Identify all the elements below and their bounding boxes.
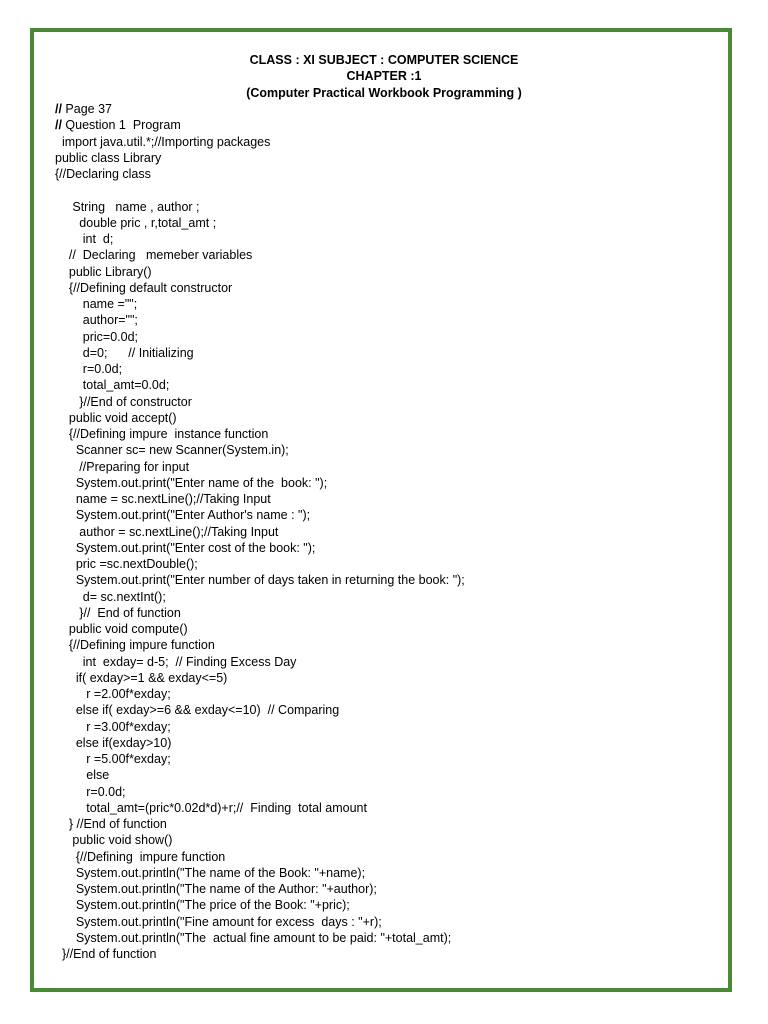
code-line: }//End of constructor: [55, 394, 192, 409]
code-line: int d;: [55, 232, 114, 246]
code-line: }//End of function: [55, 947, 157, 961]
code-line: int exday= d-5; // Finding Excess Day: [55, 654, 297, 669]
code-line: // Declaring memeber variables: [55, 248, 253, 263]
code-line: System.out.println("The name of the Book: "+name);: [55, 865, 366, 880]
code-line: Scanner sc= new Scanner(System.in);: [55, 443, 289, 458]
code-line: {//Defining default constructor: [55, 280, 233, 295]
code-line: if( exday>=1 && exday<=5): [55, 670, 228, 685]
code-line: [55, 101, 112, 117]
code-line: {//Declaring class: [55, 167, 151, 181]
code-line: {//Defining impure function: [55, 638, 215, 653]
code-line: //Preparing for input: [55, 459, 190, 474]
code-line: public void compute(): [55, 622, 188, 636]
code-line: String name , author ;: [55, 199, 200, 214]
code-line: System.out.print("Enter Author's name : ");: [55, 508, 311, 523]
code-line: d=0; // Initializing: [55, 345, 194, 360]
code-line: d= sc.nextInt();: [55, 589, 166, 604]
header-workbook: (Computer Practical Workbook Programming ): [246, 86, 522, 100]
code-line: total_amt=(pric*0.02d*d)+r;// Finding total amount: [55, 800, 367, 815]
header-class-subject: CLASS : XI SUBJECT : COMPUTER SCIENCE: [249, 53, 519, 67]
code-line: pric =sc.nextDouble();: [55, 557, 198, 571]
code-line: name = sc.nextLine();//Taking Input: [55, 492, 271, 506]
code-line: double pric , r,total_amt ;: [55, 215, 217, 230]
code-line: System.out.println("The price of the Book: "+pric);: [55, 898, 350, 913]
code-line: System.out.print("Enter cost of the book: ");: [55, 540, 316, 555]
code-line: import java.util.*;//Importing packages: [55, 134, 271, 149]
code-line: }// End of function: [55, 605, 181, 620]
code-line: System.out.print("Enter name of the book: ");: [55, 475, 328, 490]
code-line: else: [55, 768, 110, 783]
code-line: pric=0.0d;: [55, 329, 139, 344]
code-line: System.out.print("Enter number of days taken in returning the book: ");: [55, 573, 465, 588]
code-line-text: Question 1 Program: [61, 118, 181, 133]
code-line: {//Defining impure function: [55, 849, 226, 864]
code-line: {//Defining impure instance function: [55, 427, 269, 441]
code-line: [55, 117, 181, 133]
code-line: name ="";: [55, 297, 138, 311]
code-line: public class Library: [55, 150, 162, 165]
code-line: public void accept(): [55, 410, 177, 425]
code-line: r =5.00f*exday;: [55, 752, 171, 766]
code-line-text: Page 37: [61, 102, 112, 116]
code-line: System.out.println("The name of the Author: "+author);: [55, 882, 377, 896]
code-line: } //End of function: [55, 817, 167, 831]
comment-marker: //: [55, 102, 62, 116]
code-line: r=0.0d;: [55, 784, 126, 799]
code-line: r =3.00f*exday;: [55, 719, 171, 734]
code-line: r =2.00f*exday;: [55, 687, 171, 701]
header-chapter: CHAPTER :1: [346, 69, 422, 83]
code-line: else if( exday>=6 && exday<=10) // Comparing: [55, 703, 340, 718]
comment-marker: //: [55, 118, 62, 133]
code-line: System.out.println("Fine amount for excess days : "+r);: [55, 914, 382, 929]
code-line: r=0.0d;: [55, 362, 123, 376]
code-line: author="";: [55, 313, 138, 328]
code-line: total_amt=0.0d;: [55, 378, 170, 393]
code-line: public Library(): [55, 264, 152, 279]
code-line: public void show(): [55, 833, 173, 848]
code-line: System.out.println("The actual fine amount to be paid: "+total_amt);: [55, 930, 452, 945]
code-line: else if(exday>10): [55, 735, 172, 750]
code-line: author = sc.nextLine();//Taking Input: [55, 524, 279, 539]
